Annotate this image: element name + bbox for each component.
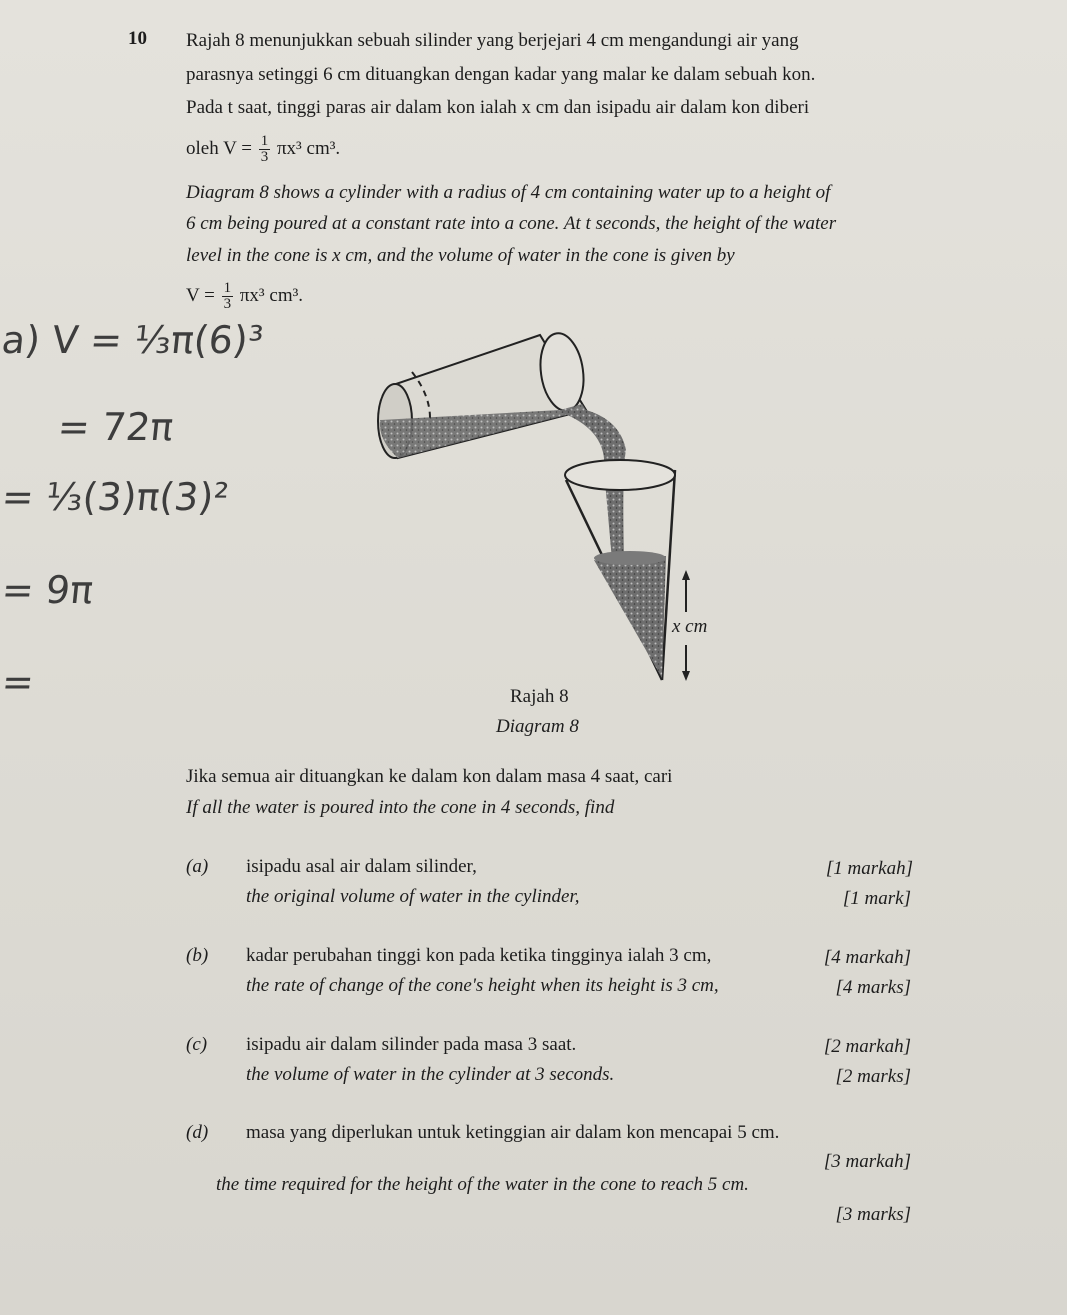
malay-formula-tail: πx³ cm³. xyxy=(276,137,341,159)
part-a-malay: isipadu asal air dalam silinder, xyxy=(246,856,477,877)
part-d-label: (d) xyxy=(186,1122,209,1143)
part-c-marks-malay: [2 markah] xyxy=(823,1036,911,1057)
english-formula-tail: πx³ cm³. xyxy=(239,284,304,306)
malay-stem-line-3: Pada t saat, tinggi paras air dalam kon ialah x cm dan isipadu air dalam kon diberi xyxy=(186,97,810,118)
part-d-marks-malay: [3 markah] xyxy=(823,1151,911,1172)
handwritten-line-2: = 72π xyxy=(55,405,176,449)
fraction-numerator: 1 xyxy=(260,133,269,149)
caption-malay: Rajah 8 xyxy=(510,686,569,707)
fraction-numerator: 1 xyxy=(223,280,232,296)
question-number: 10 xyxy=(128,28,147,49)
part-a-label: (a) xyxy=(186,856,209,877)
part-a-marks-malay: [1 markah] xyxy=(825,858,913,879)
english-stem-line-1: Diagram 8 shows a cylinder with a radius of 4 cm containing water up to a height of xyxy=(186,182,831,203)
english-formula-prefix: V = xyxy=(186,284,215,306)
handwritten-line-5: = xyxy=(0,660,37,704)
english-stem-line-3: level in the cone is x cm, and the volume of water in the cone is given by xyxy=(186,245,735,266)
part-d-english: the time required for the height of the water in the cone to reach 5 cm. xyxy=(216,1174,749,1195)
part-b-label: (b) xyxy=(186,945,209,966)
instruction-malay: Jika semua air dituangkan ke dalam kon dalam masa 4 saat, cari xyxy=(186,766,673,787)
part-b-malay: kadar perubahan tinggi kon pada ketika tingginya ialah 3 cm, xyxy=(246,945,712,966)
handwritten-line-4: = 9π xyxy=(0,568,96,612)
handwritten-line-1: a) V = ⅓π(6)³ xyxy=(0,318,266,362)
malay-stem-line-2: parasnya setinggi 6 cm dituangkan dengan kadar yang malar ke dalam sebuah kon. xyxy=(186,64,816,85)
part-b-marks-english: [4 marks] xyxy=(835,977,911,998)
part-c-label: (c) xyxy=(186,1034,208,1055)
fraction-denominator: 3 xyxy=(260,149,269,165)
part-c-english: the volume of water in the cylinder at 3 seconds. xyxy=(246,1064,615,1085)
part-a-english: the original volume of water in the cylinder, xyxy=(246,886,580,907)
handwritten-line-3: = ⅓(3)π(3)² xyxy=(0,475,231,519)
part-a-marks-english: [1 mark] xyxy=(842,888,911,909)
malay-formula-prefix: oleh V = xyxy=(186,137,252,159)
malay-stem-line-1: Rajah 8 menunjukkan sebuah silinder yang berjejari 4 cm mengandungi air yang xyxy=(186,30,799,51)
fraction-denominator: 3 xyxy=(223,296,232,312)
part-c-malay: isipadu air dalam silinder pada masa 3 saat. xyxy=(246,1034,577,1055)
part-c-marks-english: [2 marks] xyxy=(835,1066,911,1087)
english-stem-line-2: 6 cm being poured at a constant rate into a cone. At t seconds, the height of the water xyxy=(186,213,837,234)
instruction-english: If all the water is poured into the cone in 4 seconds, find xyxy=(186,797,615,818)
height-label: x cm xyxy=(672,616,708,637)
caption-english: Diagram 8 xyxy=(496,716,579,737)
part-d-malay: masa yang diperlukan untuk ketinggian air dalam kon mencapai 5 cm. xyxy=(246,1122,780,1143)
part-b-marks-malay: [4 markah] xyxy=(823,947,911,968)
tilted-cylinder xyxy=(378,330,588,458)
part-b-english: the rate of change of the cone's height when its height is 3 cm, xyxy=(246,975,719,996)
part-d-marks-english: [3 marks] xyxy=(835,1204,911,1225)
